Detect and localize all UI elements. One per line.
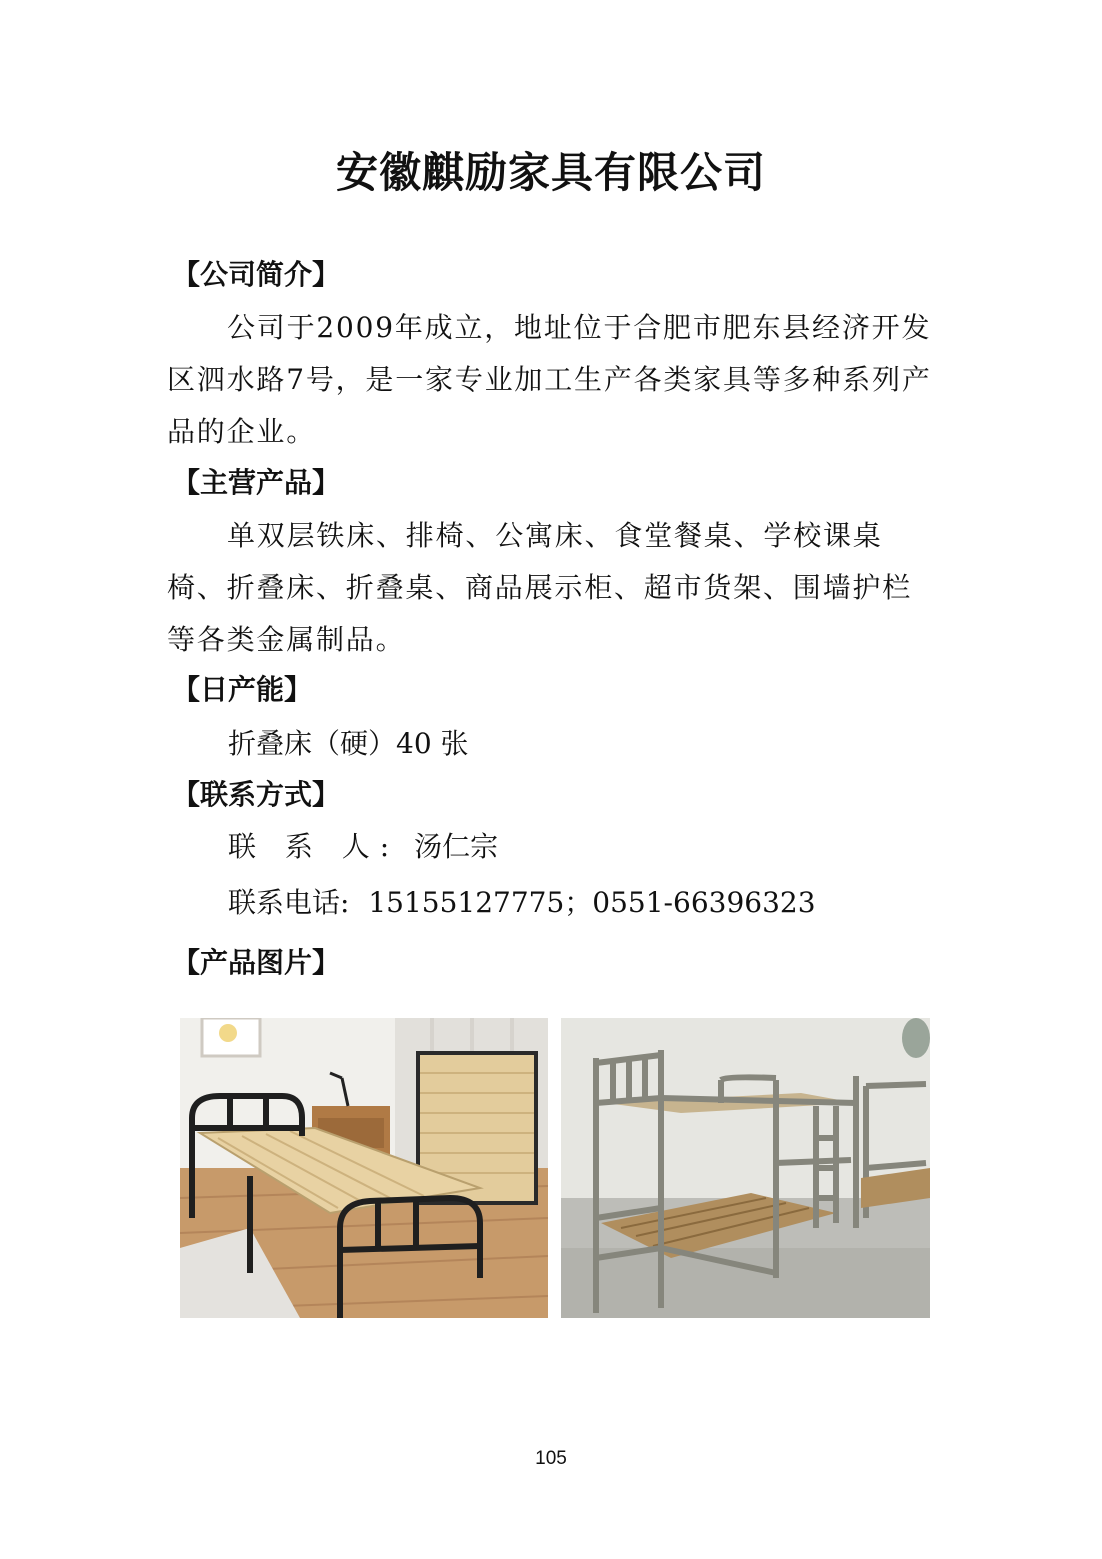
heading-daily-capacity: 【日产能】 (172, 673, 313, 706)
company-title: 安徽麒励家具有限公司 (335, 148, 766, 197)
daily-capacity-text: 折叠床（硬）40 张 (228, 727, 469, 760)
bunk-bed-photo (561, 1018, 930, 1318)
contact-person-label: 联 系 人: (228, 830, 400, 863)
contact-person-row (228, 830, 498, 864)
contact-person-name: 汤仁宗 (414, 830, 499, 863)
heading-company-profile: 【公司简介】 (172, 258, 341, 291)
contact-phone-value: 15155127775；0551-66396323 (368, 886, 816, 919)
main-products-text: 单双层铁床、排椅、公寓床、食堂餐桌、学校课桌椅、折叠床、折叠桌、商品展示柜、超市货架、围墙护栏等各类金属制品。 (167, 519, 913, 656)
contact-phone-row (228, 886, 816, 920)
heading-main-products: 【主营产品】 (172, 466, 341, 499)
page-number: 105 (535, 1448, 567, 1469)
heading-product-photos: 【产品图片】 (172, 946, 341, 979)
folding-bed-photo (180, 1018, 548, 1318)
contact-phone-label: 联系电话: (228, 886, 350, 919)
heading-contact: 【联系方式】 (172, 778, 341, 811)
company-profile-text: 公司于2009年成立，地址位于合肥市肥东县经济开发区泗水路7号，是一家专业加工生产各类家具等多种系列产品的企业。 (167, 311, 932, 448)
